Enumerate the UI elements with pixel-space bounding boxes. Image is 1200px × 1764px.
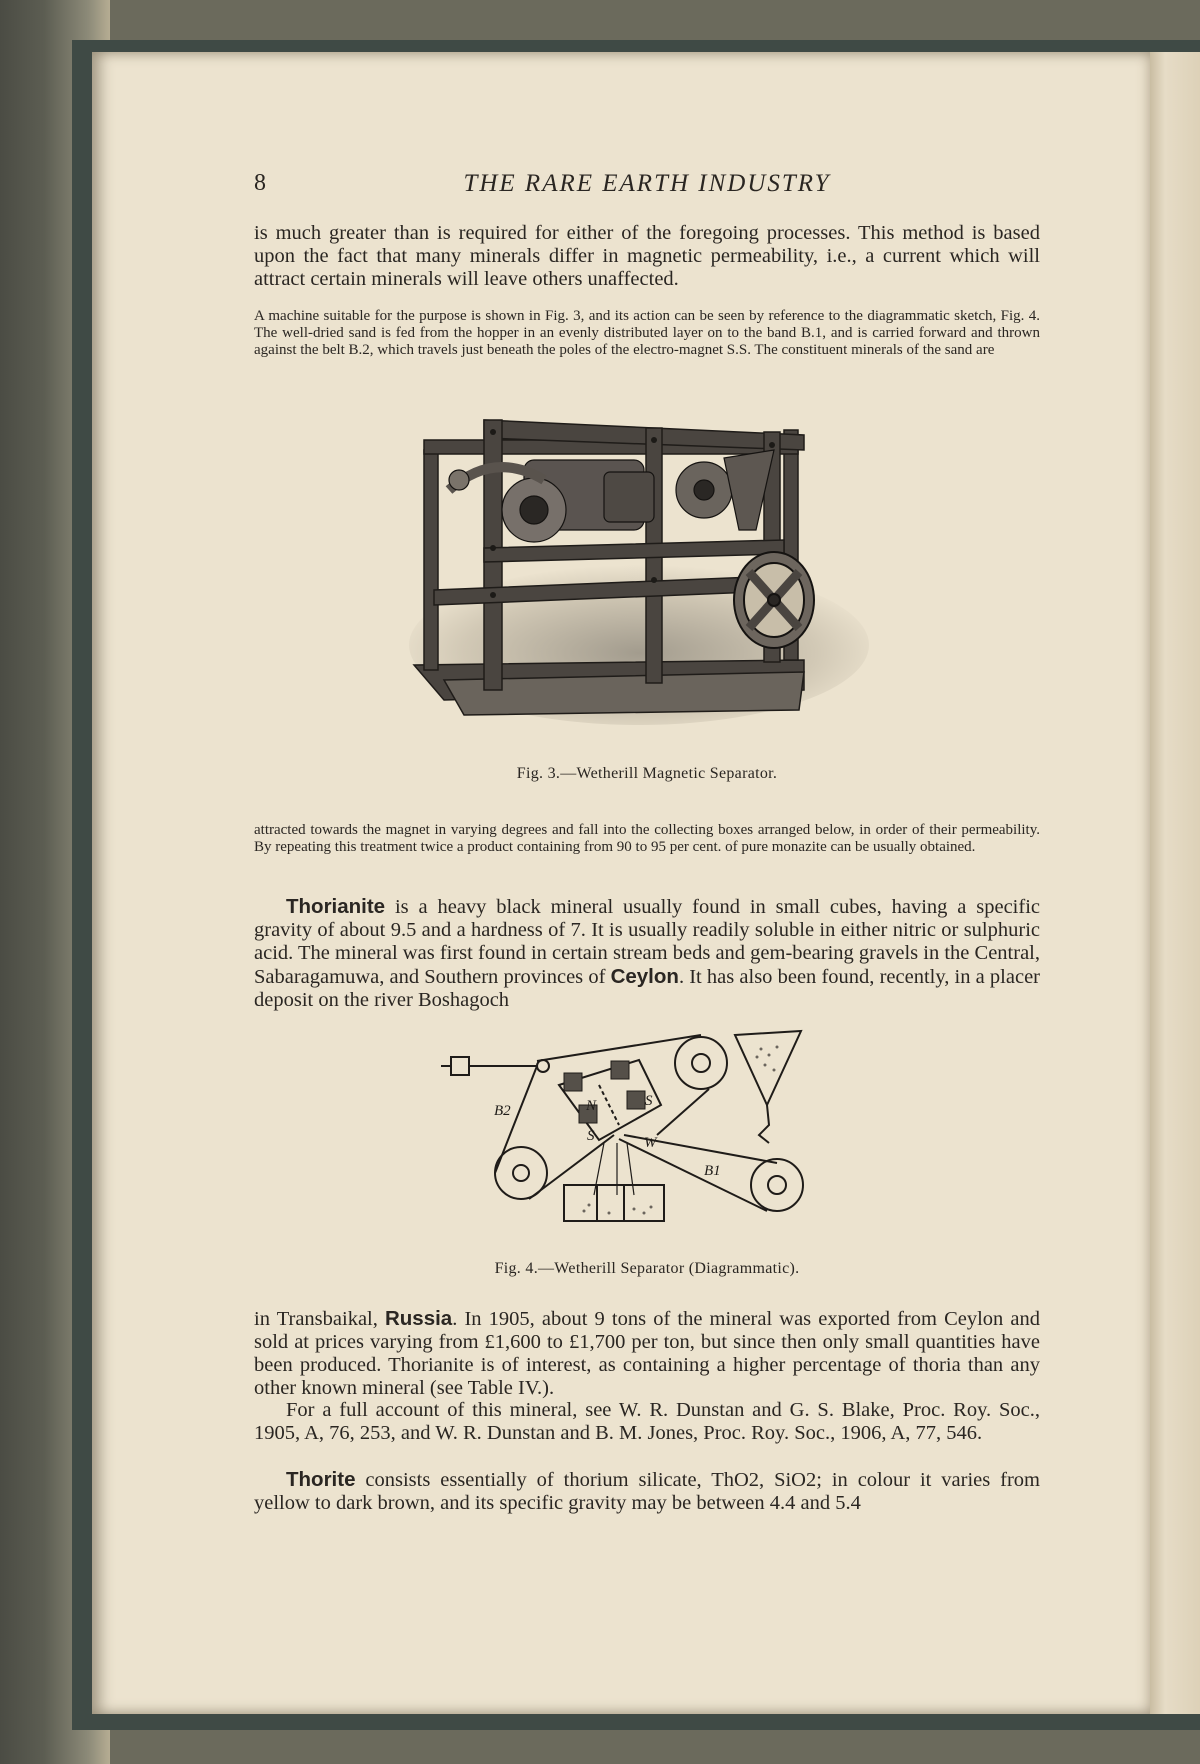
thorite-text: consists essentially of thorium silicate, ThO2, SiO2; in colour it varies from yellow to dark brown, and its specific gravity may be between 4.4 and 5.4 <box>254 1469 1040 1514</box>
label-b2: B2 <box>494 1103 511 1119</box>
label-w: W <box>644 1135 657 1151</box>
place-russia: Russia <box>384 1307 453 1330</box>
label-n: N <box>586 1098 597 1114</box>
page-number: 8 <box>254 170 266 196</box>
place-ceylon: Ceylon <box>610 965 679 988</box>
paragraph-thorianite <box>254 895 1040 1012</box>
separator-diagram <box>439 1025 839 1250</box>
thorianite-text-b: . It has also been found, recently, in a placer deposit on the river Boshagoch <box>254 966 1040 1011</box>
paragraph-attracted: attracted towards the magnet in varying degrees and fall into the collecting boxes arranged below, in order of their permeability. By repeating this treatment twice a product containing from 90 to 95 per cent. of pure monazite can be usually obtained. <box>254 822 1040 855</box>
paragraph-references: For a full account of this mineral, see W. R. Dunstan and G. S. Blake, Proc. Roy. Soc., 1905, A, 76, 253, and W. R. Dunstan and B. M. Jones, Proc. Roy. Soc., 1906, A, 77, 546. <box>254 1399 1040 1444</box>
book-page <box>92 52 1150 1714</box>
running-head <box>254 170 1040 200</box>
paragraph-russia <box>254 1307 1040 1400</box>
label-b1: B1 <box>704 1163 721 1179</box>
term-thorite: Thorite <box>286 1468 356 1491</box>
paragraph-machine-description: A machine suitable for the purpose is shown in Fig. 3, and its action can be seen by reference to the diagrammatic sketch, Fig. 4. The well-dried sand is fed from the hopper in an evenly distributed layer on to the band B.1, and is carried forward and thrown against the belt B.2, which travels just beneath the poles of the electro-magnet S.S. The constituent minerals of the sand are <box>254 308 1040 358</box>
russia-text-b: . In 1905, about 9 tons of the mineral was exported from Ceylon and sold at prices varying from £1,600 to £1,700 per ton, but since then only small quantities have been produced. Thorianite is of interest, as containing a higher percentage of thoria than any other known mineral (see Table IV.). <box>254 1308 1041 1399</box>
figure-3-caption: Fig. 3.—Wetherill Magnetic Separator. <box>516 765 778 782</box>
label-s-bottom: S <box>587 1128 595 1144</box>
paragraph-method: is much greater than is required for either of the foregoing processes. This method is based upon the fact that many minerals differ in magnetic permeability, i.e., a current which will attract certain minerals will leave others unaffected. <box>254 222 1040 290</box>
russia-text-a: in Transbaikal, <box>254 1308 385 1330</box>
running-title: THE RARE EARTH INDUSTRY <box>463 170 831 197</box>
figure-4-caption: Fig. 4.—Wetherill Separator (Diagrammatic). <box>494 1260 800 1277</box>
thorianite-text-a: is a heavy black mineral usually found in small cubes, having a specific gravity of about 9.5 and a hardness of 7. It is usually readily soluble in either nitric or sulphuric acid. The mineral was first found in certain stream beds and gem-bearing gravels in the Central, Sabaragamuwa, and Southern provinces of <box>254 896 1040 988</box>
term-thorianite: Thorianite <box>286 895 386 918</box>
magnetic-separator-illustration <box>404 410 874 730</box>
paragraph-thorite <box>254 1468 1040 1515</box>
facing-page-edge <box>1150 52 1200 1714</box>
label-s-top: S <box>645 1093 653 1109</box>
